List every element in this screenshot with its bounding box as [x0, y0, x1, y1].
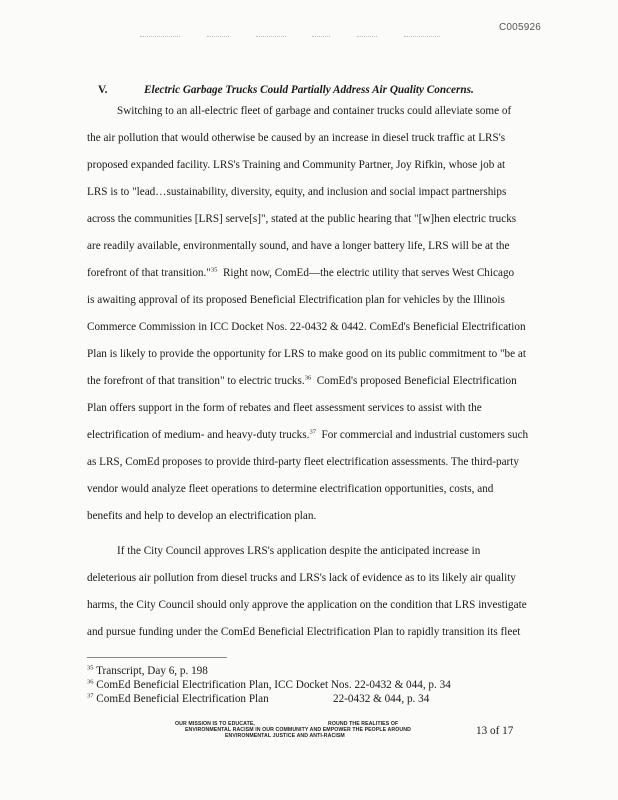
footnote-text: ComEd Beneficial Electrification Plan [96, 693, 269, 705]
text-line: benefits and help to develop an electrification plan. [87, 510, 317, 522]
mission-line: ENVIRONMENTAL RACISM IN OUR COMMUNITY AND EMPOWER THE PEOPLE AROUND [185, 727, 411, 734]
section-title: Electric Garbage Trucks Could Partially Address Air Quality Concerns. [144, 84, 474, 96]
footnote [87, 664, 208, 678]
text-line: If the City Council approves LRS's application despite the anticipated increase in [117, 545, 481, 557]
footnote-mark: 37 [309, 428, 316, 436]
text-segment: Right now, ComEd—the electric utility that serves West Chicago [222, 267, 515, 279]
footnote-mark: 36 [304, 374, 312, 382]
text-line: is awaiting approval of its proposed Beneficial Electrification plan for vehicles by the Illinois [87, 294, 505, 306]
footnote [87, 692, 527, 706]
text-line: LRS is to "lead…sustainability, diversity, equity, and inclusion and social impact partnerships [87, 186, 507, 198]
footnote-text: ComEd Beneficial Electrification Plan, ICC Docket Nos. 22-0432 & 044, p. 34 [96, 679, 451, 691]
section-heading [98, 84, 558, 96]
faint-header-marks [140, 34, 440, 40]
text-line: the air pollution that would otherwise be caused by an increase in diesel truck traffic at LRS's [87, 132, 506, 144]
section-number: V. [98, 84, 108, 96]
footnote-mark: 35 [210, 266, 218, 274]
text-line: and pursue funding under the ComEd Beneficial Electrification Plan to rapidly transition its fleet [87, 626, 521, 638]
footnote [87, 678, 451, 692]
footnote-separator [87, 657, 227, 658]
text-line: deleterious air pollution from diesel trucks and LRS's lack of evidence as to its likely air quality [87, 572, 516, 584]
text-line [87, 374, 517, 388]
text-line: Commerce Commission in ICC Docket Nos. 22-0432 & 0442. ComEd's Beneficial Electrification [87, 321, 526, 333]
footnote-number: 36 [87, 678, 94, 686]
text-segment: For commercial and industrial customers such [321, 429, 529, 441]
footnote-text-tail: 22-0432 & 044, p. 34 [333, 693, 430, 705]
text-line [87, 428, 528, 442]
text-line: Plan is likely to provide the opportunity for LRS to make good on its public commitment to "be at [87, 348, 526, 360]
text-line: Plan offers support in the form of rebates and fleet assessment services to assist with the [87, 402, 482, 414]
footnote-number: 37 [87, 692, 94, 700]
text-line: Switching to an all-electric fleet of garbage and container trucks could alleviate some of [117, 105, 512, 117]
text-line: as LRS, ComEd proposes to provide third-party fleet electrification assessments. The third-party [87, 456, 519, 468]
text-line: vendor would analyze fleet operations to determine electrification opportunities, costs, and [87, 483, 494, 495]
text-segment: ComEd's proposed Beneficial Electrification [316, 375, 517, 387]
page-number: 13 of 17 [476, 725, 514, 737]
mission-line: ENVIRONMENTAL JUSTICE AND ANTI-RACISM [225, 733, 345, 740]
text-line: across the communities [LRS] serve[s]", stated at the public hearing that "[w]hen electric trucks [87, 213, 517, 225]
footnote-number: 35 [87, 664, 94, 672]
footer-mission-statement [175, 721, 455, 740]
text-line [87, 266, 514, 280]
text-segment: forefront of that transition." [87, 267, 211, 279]
mission-text: OUR MISSION IS TO EDUCATE, [175, 721, 255, 727]
footnote-text: Transcript, Day 6, p. 198 [96, 665, 208, 677]
text-segment: electrification of medium- and heavy-duty trucks. [87, 429, 310, 441]
text-line: are readily available, environmentally sound, and have a longer battery life, LRS will be at the [87, 240, 510, 252]
text-line: proposed expanded facility. LRS's Training and Community Partner, Joy Rifkin, whose job at [87, 159, 506, 171]
mission-text: ROUND THE REALITIES OF [328, 721, 399, 727]
text-segment: the forefront of that transition" to electric trucks. [87, 375, 305, 387]
text-line: harms, the City Council should only approve the application on the condition that LRS investigate [87, 599, 527, 611]
bates-number: C005926 [499, 22, 541, 33]
